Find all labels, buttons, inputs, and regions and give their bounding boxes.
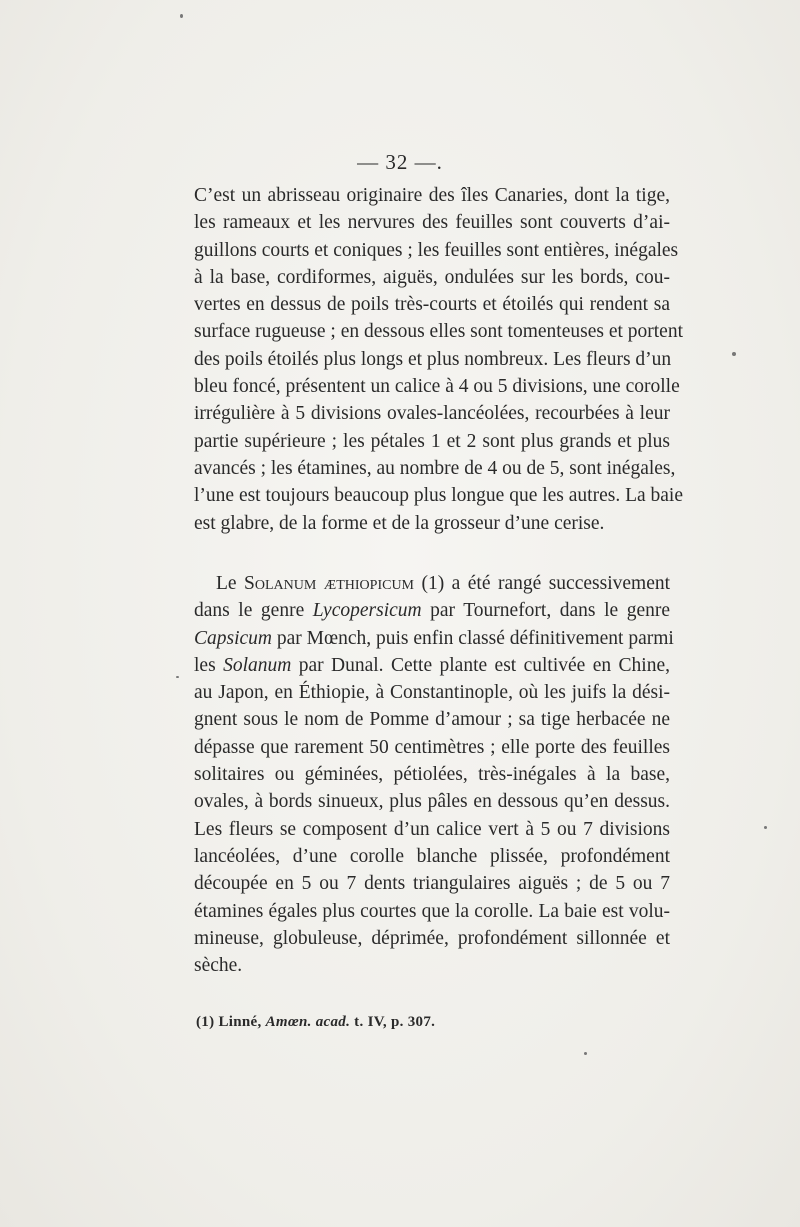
text-line <box>194 597 670 624</box>
text-line <box>194 652 670 679</box>
species-name: Solanum æthiopicum <box>244 573 415 594</box>
text-line: découpée en 5 ou 7 dents triangulaires aiguës ; de 5 ou 7 <box>194 873 670 895</box>
text-line <box>194 625 674 652</box>
text-run: (1) a été rangé successivement <box>414 573 671 594</box>
text-line: avancés ; les étamines, au nombre de 4 ou de 5, sont inégales, <box>194 457 676 479</box>
ink-speck <box>176 676 179 678</box>
text-line: bleu foncé, présentent un calice à 4 ou 5 divisions, une corolle <box>194 376 680 398</box>
text-line: irrégulière à 5 divisions ovales-lancéolées, recourbées à leur <box>194 403 670 425</box>
footnote-ref: (1) Linné, <box>196 1014 266 1030</box>
text-line: les rameaux et les nervures des feuilles sont couverts d’ai- <box>194 212 670 234</box>
paragraph-description <box>194 182 683 537</box>
text-line: sèche. <box>194 955 243 977</box>
text-line: est glabre, de la forme et de la grosseur d’une cerise. <box>194 512 605 534</box>
text-line: à la base, cordiformes, aiguës, ondulées sur les bords, cou- <box>194 266 670 288</box>
text-line: lancéolées, d’une corolle blanche plissée, profondément <box>194 845 670 867</box>
text-run: par Tournefort, dans le genre <box>421 600 670 622</box>
genus-name: Solanum <box>223 654 292 676</box>
text-line: guillons courts et coniques ; les feuilles sont entières, inégales <box>194 239 679 261</box>
text-line: partie supérieure ; les pétales 1 et 2 sont plus grands et plus <box>194 430 670 452</box>
text-run: par Dunal. Cette plante est cultivée en Chine, <box>291 654 670 676</box>
text-line <box>194 570 670 597</box>
text-line: dépasse que rarement 50 centimètres ; elle porte des feuilles <box>194 736 670 758</box>
text-run: dans le genre <box>194 600 313 622</box>
text-line: solitaires ou géminées, pétiolées, très-inégales à la base, <box>194 764 670 786</box>
genus-name: Capsicum <box>194 627 272 649</box>
text-line: l’une est toujours beaucoup plus longue que les autres. La baie <box>194 485 683 507</box>
ink-speck <box>584 1052 587 1055</box>
text-line: ovales, à bords sinueux, plus pâles en dessous qu’en dessus. <box>194 791 670 813</box>
text-line: gnent sous le nom de Pomme d’amour ; sa tige herbacée ne <box>194 709 670 731</box>
footnote-locator: t. IV, p. 307. <box>350 1014 436 1030</box>
page-number: — 32 —. <box>357 150 443 174</box>
text-line: Les fleurs se composent d’un calice vert à 5 ou 7 divisions <box>194 818 670 840</box>
text-line: au Japon, en Éthiopie, à Constantinople, où les juifs la dési- <box>194 682 670 704</box>
footnote <box>196 1014 435 1031</box>
text-run: Le <box>216 573 245 594</box>
ink-speck <box>180 14 183 18</box>
text-line: étamines égales plus courtes que la corolle. La baie est volu- <box>194 900 670 922</box>
text-run: par Mœnch, puis enfin classé définitivement parmi <box>272 627 674 649</box>
text-line: mineuse, globuleuse, déprimée, profondément sillonnée et <box>194 927 670 949</box>
footnote-work: Amœn. acad. <box>265 1014 351 1030</box>
genus-name: Lycopersicum <box>312 600 422 622</box>
text-line: C’est un abrisseau originaire des îles Canaries, dont la tige, <box>194 185 670 206</box>
text-line: des poils étoilés plus longs et plus nombreux. Les fleurs d’un <box>194 348 672 370</box>
paragraph-solanum-aethiopicum <box>194 570 674 979</box>
text-line: vertes en dessus de poils très-courts et étoilés qui rendent sa <box>194 294 670 316</box>
text-run: les <box>194 654 224 676</box>
ink-speck <box>732 352 736 356</box>
ink-speck <box>764 826 767 829</box>
text-line: surface rugueuse ; en dessous elles sont tomenteuses et portent <box>194 321 683 343</box>
